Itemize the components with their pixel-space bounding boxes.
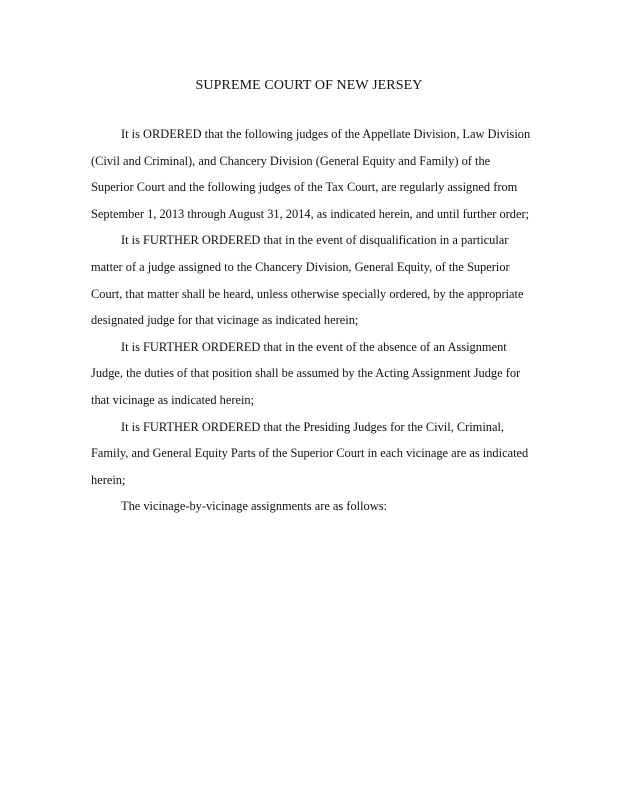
paragraph-assignment-order: It is ORDERED that the following judges of the Appellate Division, Law Division (Civil and Criminal), and Chancery Division (General Equity and Family) of the Superior Court and the following judges of the Tax Court, are regularly assigned from September 1, 2013 through August 31, 2014, as indicated herein, and until further order; <box>91 127 531 221</box>
document-body <box>91 121 531 520</box>
page-title: SUPREME COURT OF NEW JERSEY <box>195 78 423 93</box>
paragraph-absence-order: It is FURTHER ORDERED that in the event of the absence of an Assignment Judge, the duties of that position shall be assumed by the Acting Assignment Judge for that vicinage as indicated herein; <box>91 339 521 407</box>
paragraph-vicinage-intro: The vicinage-by-vicinage assignments are as follows: <box>121 499 387 514</box>
paragraph-disqualification-order: It is FURTHER ORDERED that in the event of disqualification in a particular matter of a judge assigned to the Chancery Division, General Equity, of the Superior Court, that matter shall be heard, unless otherwise specially ordered, by the appropriate designated judge for that vicinage as indicated herein; <box>91 233 524 328</box>
paragraph-presiding-judges-order: It is FURTHER ORDERED that the Presiding Judges for the Civil, Criminal, Family, and General Equity Parts of the Superior Court in each vicinage are as indicated herein; <box>91 419 529 487</box>
